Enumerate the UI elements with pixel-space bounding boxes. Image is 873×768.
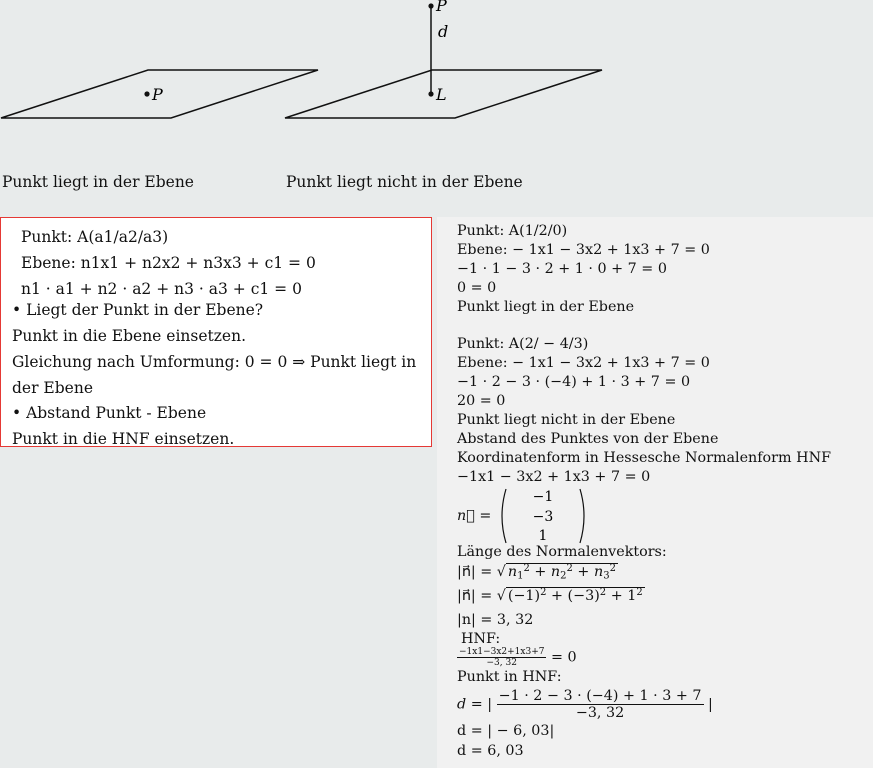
rule-insert: Punkt in die Ebene einsetzen. (12, 327, 246, 345)
rule-transform-cont: der Ebene (12, 379, 93, 397)
norm-formula-numbers: |n⃗| = √ $(-1)^2 + (-3)^2 + 1^2$ (457, 587, 643, 604)
distance-formula: d = | $\frac{-1 \cdot 2 - 3 \cdot (-4) + 1 \cdot 3 + 7}{-3, 32}$ | (457, 688, 713, 721)
label-p-in: P (152, 85, 163, 104)
hnf-label: HNF: (461, 631, 501, 647)
ex2-result: 20 = 0 (457, 393, 506, 409)
ex1-plane: Ebene: − 1x1 − 3x2 + 1x3 + 7 = 0 (457, 242, 710, 258)
rule-question: • Liegt der Punkt in der Ebene? (12, 301, 264, 319)
ex1-substitution: −1 · 1 − 3 · 2 + 1 · 0 + 7 = 0 (457, 261, 667, 277)
point-p-above (428, 3, 433, 8)
distance-abs: d = | − 6, 03| (457, 723, 555, 739)
ex1-result: 0 = 0 (457, 280, 497, 296)
rule-plane: Ebene: n1x1 + n2x2 + n3x3 + c1 = 0 (21, 254, 316, 272)
vector-entry-2: −3 (532, 509, 554, 525)
caption-in-plane: Punkt liegt in der Ebene (2, 173, 194, 191)
ex2-distance-title: Abstand des Punktes von der Ebene (457, 431, 719, 447)
hnf-denominator: −3, 32 (486, 658, 517, 668)
rule-transform: Gleichung nach Umformung: 0 = 0 ⇒ Punkt liegt in (12, 353, 417, 371)
example-panel (437, 217, 873, 768)
label-p-top: P (436, 0, 447, 15)
label-d: d (438, 22, 449, 41)
rule-distance: • Abstand Punkt - Ebene (12, 404, 207, 422)
hnf-numerator: −1x1−3x2+1x3+7 (459, 647, 545, 657)
hnf-equation: $\frac{-1x1-3x2+1x3+7}{-3, 32}$ = 0 (459, 647, 577, 668)
ex1-point: Punkt: A(1/2/0) (457, 223, 568, 239)
ex2-conclusion: Punkt liegt nicht in der Ebene (457, 412, 676, 428)
ex2-point: Punkt: A(2/ − 4/3) (457, 336, 589, 352)
ex1-conclusion: Punkt liegt in der Ebene (457, 299, 635, 315)
distance-numerator: −1 · 2 − 3 · (−4) + 1 · 3 + 7 (498, 688, 702, 704)
point-p-in-plane (144, 91, 149, 96)
plane-diagram (0, 0, 873, 170)
ex2-coord-form: −1x1 − 3x2 + 1x3 + 7 = 0 (457, 469, 651, 485)
norm-value: |n| = 3, 32 (457, 612, 534, 628)
distance-denominator: −3, 32 (575, 705, 625, 721)
rule-substitution: n1 · a1 + n2 · a2 + n3 · a3 + c1 = 0 (21, 280, 302, 298)
rule-box (0, 217, 432, 447)
rule-point: Punkt: A(a1/a2/a3) (21, 228, 169, 246)
norm-formula-general: |n⃗| = √ $n_1^2 + n_2^2 + n_3^2$ (457, 563, 616, 582)
ex2-hnf-title: Koordinatenform in Hessesche Normalenform HNF (457, 450, 832, 466)
point-in-hnf-title: Punkt in HNF: (457, 669, 562, 685)
normal-length-title: Länge des Normalenvektors: (457, 544, 667, 560)
label-l: L (436, 85, 447, 104)
caption-not-in-plane: Punkt liegt nicht in der Ebene (286, 173, 523, 191)
vector-brackets (496, 487, 596, 545)
distance-final: d = 6, 03 (457, 743, 524, 759)
ex2-plane: Ebene: − 1x1 − 3x2 + 1x3 + 7 = 0 (457, 355, 710, 371)
ex2-substitution: −1 · 2 − 3 · (−4) + 1 · 3 + 7 = 0 (457, 374, 691, 390)
point-l-foot (428, 91, 433, 96)
normal-vector: n⃗ = −1 −3 1 (457, 487, 596, 545)
rule-hnf: Punkt in die HNF einsetzen. (12, 430, 235, 448)
vector-entry-3: 1 (538, 528, 548, 544)
vector-entry-1: −1 (532, 489, 554, 505)
